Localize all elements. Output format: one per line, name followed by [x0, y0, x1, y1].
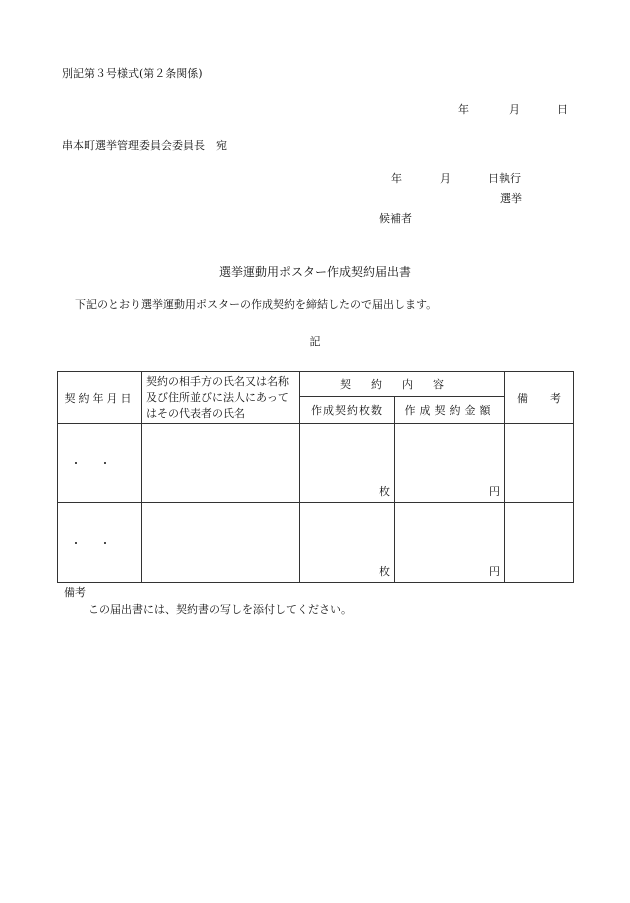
election-label: 選挙: [500, 192, 522, 205]
execution-year-label: 年: [391, 172, 402, 185]
row-remarks-field[interactable]: [505, 503, 574, 583]
ki-label: 記: [309, 335, 321, 348]
row-date-field[interactable]: ・・: [58, 424, 142, 503]
form-number-label: 別記第３号様式(第２条関係): [62, 67, 203, 80]
execution-day-label: 日執行: [488, 172, 521, 185]
row-count-field[interactable]: 枚: [300, 503, 395, 583]
notes-text: この届出書には、契約書の写しを添付してください。: [88, 603, 352, 616]
header-contract-content: [300, 372, 505, 397]
intro-text: 下記のとおり選挙運動用ポスターの作成契約を締結したので届出します。: [75, 298, 438, 311]
row-count-field[interactable]: 枚: [300, 424, 395, 503]
notes-heading: 備考: [64, 586, 86, 599]
row-party-field[interactable]: [142, 503, 300, 583]
candidate-label: 候補者: [379, 212, 412, 225]
header-contract-party: 契約の相手方の氏名又は名称及び住所並びに法人にあってはその代表者の氏名: [142, 372, 300, 424]
row-amount-field[interactable]: 円: [395, 503, 505, 583]
date-day-label: 日: [557, 103, 568, 116]
date-year-label: 年: [458, 103, 469, 116]
execution-month-label: 月: [440, 172, 451, 185]
header-poster-count: 作成契約枚数: [300, 397, 395, 424]
header-contract-amount: 作成契約金額: [395, 397, 505, 424]
header-contract-date: 契約年月日: [58, 372, 142, 424]
row-amount-field[interactable]: 円: [395, 424, 505, 503]
contract-table: [57, 371, 583, 583]
row-party-field[interactable]: [142, 424, 300, 503]
header-remarks-label: 備考: [517, 391, 583, 405]
table-row: [58, 424, 574, 503]
row-date-field[interactable]: ・・: [58, 503, 142, 583]
document-title: 選挙運動用ポスター作成契約届出書: [218, 265, 411, 279]
header-remarks: [505, 372, 583, 424]
table-row: [58, 503, 574, 583]
row-remarks-field[interactable]: [505, 424, 574, 503]
date-month-label: 月: [509, 103, 520, 116]
header-contract-content-label: 契約内容: [340, 378, 464, 391]
addressee: 串本町選挙管理委員会委員長 宛: [62, 139, 227, 152]
